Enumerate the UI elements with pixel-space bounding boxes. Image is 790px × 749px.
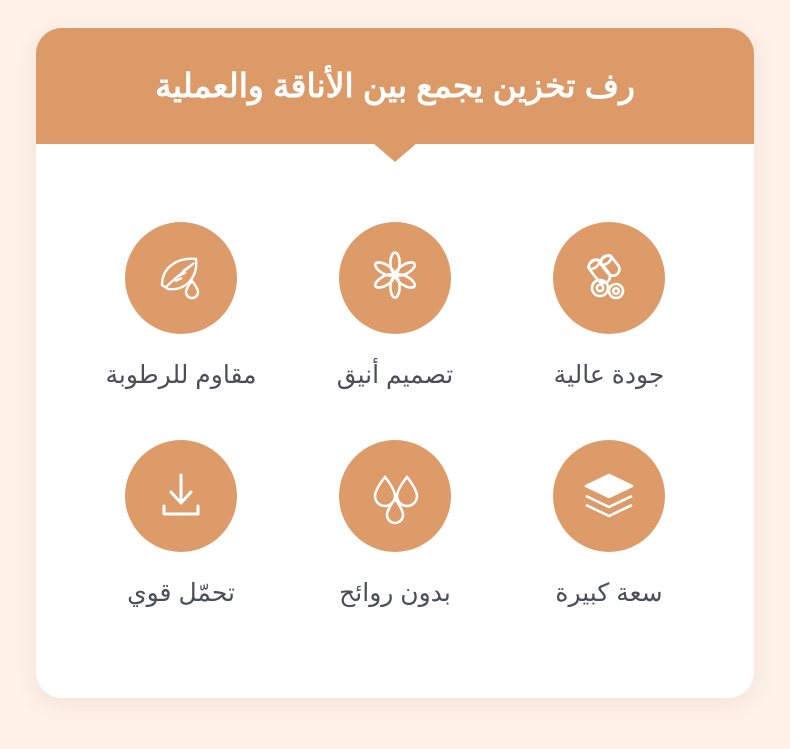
wood-logs-icon — [553, 222, 665, 334]
feature-item-design — [288, 222, 502, 390]
leaf-water-drop-icon — [125, 222, 237, 334]
feature-card — [36, 28, 754, 698]
feature-label: سعة كبيرة — [555, 579, 663, 607]
card-header — [36, 28, 754, 144]
features-grid — [36, 144, 754, 608]
feature-item-odorless — [288, 440, 502, 608]
flower-petals-icon — [339, 222, 451, 334]
feature-item-durability — [74, 440, 288, 608]
three-droplets-icon — [339, 440, 451, 552]
stacked-layers-icon — [553, 440, 665, 552]
page-title: رف تخزين يجمع بين الأناقة والعملية — [155, 67, 635, 105]
load-capacity-arrow-icon — [125, 440, 237, 552]
feature-label: تصميم أنيق — [336, 361, 454, 389]
feature-label: جودة عالية — [553, 361, 665, 389]
feature-item-quality — [502, 222, 716, 390]
feature-item-moisture-resistant — [74, 222, 288, 390]
feature-item-capacity — [502, 440, 716, 608]
header-arrow-pointer — [373, 143, 417, 162]
feature-label: تحمّل قوي — [127, 579, 235, 607]
feature-label: بدون روائح — [339, 579, 451, 607]
feature-label: مقاوم للرطوبة — [105, 361, 257, 389]
